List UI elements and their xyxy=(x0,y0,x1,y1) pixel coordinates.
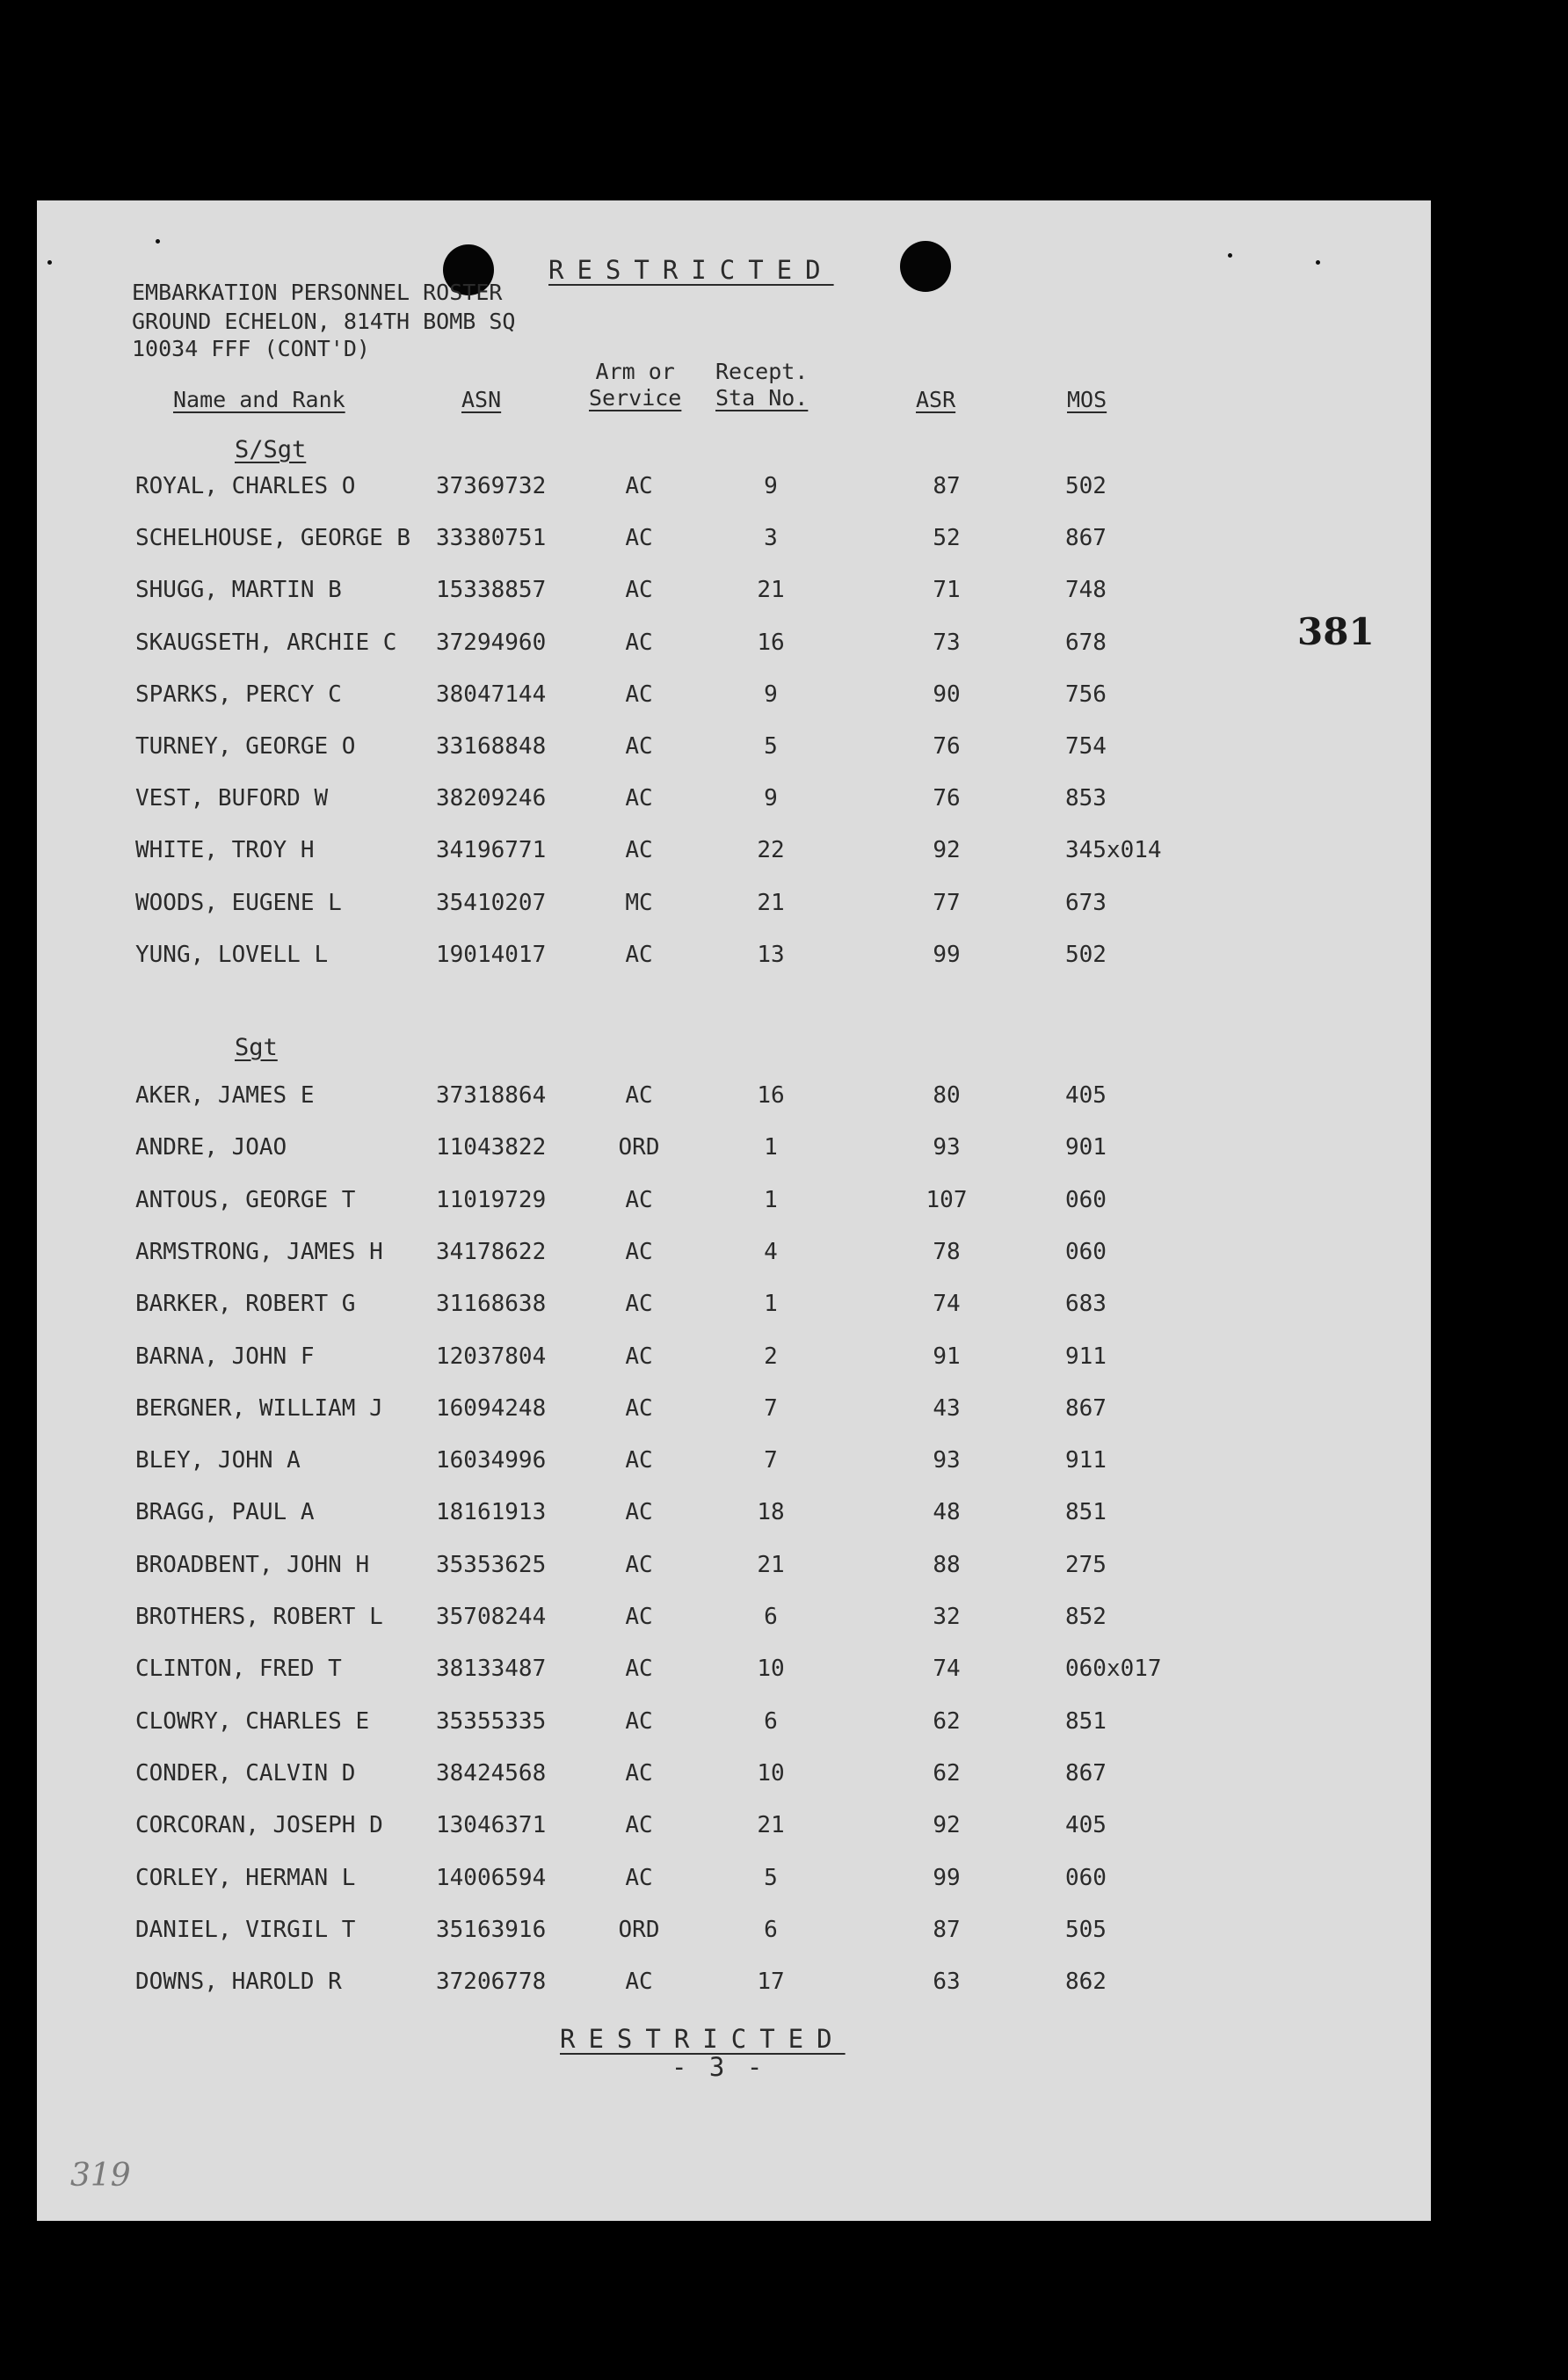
cell-name: DANIEL, VIRGIL T xyxy=(135,1917,356,1943)
cell-sta: 5 xyxy=(764,1865,778,1891)
cell-mos: 345x014 xyxy=(1065,837,1162,863)
cell-sta: 6 xyxy=(764,1708,778,1735)
cell-mos: 405 xyxy=(1065,1812,1107,1838)
cell-mos: 852 xyxy=(1065,1604,1107,1630)
cell-name: WHITE, TROY H xyxy=(135,837,315,863)
cell-mos: 502 xyxy=(1065,473,1107,499)
cell-asn: 38209246 xyxy=(436,785,547,812)
cell-asr: 93 xyxy=(933,1134,961,1161)
table-row xyxy=(37,630,1431,665)
cell-mos: 853 xyxy=(1065,785,1107,812)
col-header-arm xyxy=(589,359,681,411)
table-row xyxy=(37,785,1431,820)
roster-title: EMBARKATION PERSONNEL ROSTER xyxy=(132,280,503,305)
col-header-asr-label: ASR xyxy=(916,387,956,412)
cell-name: CLINTON, FRED T xyxy=(135,1656,342,1682)
cell-arm: AC xyxy=(625,681,653,708)
col-header-asn-label: ASN xyxy=(461,387,502,412)
col-header-sta xyxy=(715,359,808,411)
cell-mos: 683 xyxy=(1065,1291,1107,1317)
section-rank-staff-sergeant: S/Sgt xyxy=(235,436,307,463)
col-header-asn xyxy=(461,387,501,413)
handwritten-note: 319 xyxy=(70,2158,131,2194)
cell-arm: AC xyxy=(625,785,653,812)
table-row xyxy=(37,942,1431,977)
cell-mos: 505 xyxy=(1065,1917,1107,1943)
order-line: 10034 FFF (CONT'D) xyxy=(132,336,370,361)
cell-asn: 11043822 xyxy=(436,1134,547,1161)
cell-name: BARKER, ROBERT G xyxy=(135,1291,356,1317)
cell-arm: ORD xyxy=(618,1134,660,1161)
cell-asr: 99 xyxy=(933,1865,961,1891)
cell-arm: AC xyxy=(625,1656,653,1682)
cell-asr: 77 xyxy=(933,890,961,916)
col-header-sta-bottom: Sta No. xyxy=(715,385,809,411)
cell-asr: 74 xyxy=(933,1656,961,1682)
cell-name: BRAGG, PAUL A xyxy=(135,1499,315,1525)
cell-asr: 62 xyxy=(933,1760,961,1787)
cell-name: ANDRE, JOAO xyxy=(135,1134,287,1161)
cell-asr: 87 xyxy=(933,1917,961,1943)
cell-asn: 35410207 xyxy=(436,890,547,916)
cell-name: SCHELHOUSE, GEORGE B xyxy=(135,525,411,551)
cell-asn: 18161913 xyxy=(436,1499,547,1525)
cell-sta: 10 xyxy=(757,1760,785,1787)
cell-sta: 13 xyxy=(757,942,785,968)
cell-mos: 060 xyxy=(1065,1865,1107,1891)
cell-mos: 060x017 xyxy=(1065,1656,1162,1682)
cell-asn: 15338857 xyxy=(436,577,547,603)
cell-sta: 1 xyxy=(764,1134,778,1161)
table-row xyxy=(37,1239,1431,1274)
cell-asn: 37294960 xyxy=(436,630,547,656)
cell-mos: 867 xyxy=(1065,1395,1107,1422)
cell-asr: 43 xyxy=(933,1395,961,1422)
cell-asn: 38047144 xyxy=(436,681,547,708)
cell-asr: 32 xyxy=(933,1604,961,1630)
cell-asr: 71 xyxy=(933,577,961,603)
cell-mos: 862 xyxy=(1065,1969,1107,1995)
cell-name: BARNA, JOHN F xyxy=(135,1343,315,1370)
cell-arm: AC xyxy=(625,1760,653,1787)
table-row xyxy=(37,837,1431,872)
cell-name: ROYAL, CHARLES O xyxy=(135,473,356,499)
table-row xyxy=(37,577,1431,612)
cell-arm: AC xyxy=(625,1239,653,1265)
cell-arm: AC xyxy=(625,1187,653,1213)
unit-line: GROUND ECHELON, 814TH BOMB SQ xyxy=(132,309,516,334)
cell-mos: 851 xyxy=(1065,1499,1107,1525)
cell-mos: 911 xyxy=(1065,1343,1107,1370)
col-header-arm-top: Arm or xyxy=(595,359,675,384)
cell-arm: AC xyxy=(625,1865,653,1891)
cell-mos: 678 xyxy=(1065,630,1107,656)
cell-sta: 7 xyxy=(764,1447,778,1474)
table-row xyxy=(37,1917,1431,1952)
cell-asn: 38133487 xyxy=(436,1656,547,1682)
table-row xyxy=(37,1343,1431,1379)
cell-arm: AC xyxy=(625,1291,653,1317)
cell-arm: AC xyxy=(625,473,653,499)
cell-asr: 74 xyxy=(933,1291,961,1317)
cell-asn: 35353625 xyxy=(436,1552,547,1578)
cell-arm: AC xyxy=(625,1447,653,1474)
cell-asn: 13046371 xyxy=(436,1812,547,1838)
cell-name: SKAUGSETH, ARCHIE C xyxy=(135,630,397,656)
col-header-arm-bottom: Service xyxy=(589,385,682,411)
cell-name: CORCORAN, JOSEPH D xyxy=(135,1812,383,1838)
cell-asn: 35163916 xyxy=(436,1917,547,1943)
cell-asr: 76 xyxy=(933,785,961,812)
cell-sta: 9 xyxy=(764,473,778,499)
cell-arm: AC xyxy=(625,1708,653,1735)
cell-asn: 31168638 xyxy=(436,1291,547,1317)
cell-sta: 21 xyxy=(757,1552,785,1578)
table-row xyxy=(37,1082,1431,1117)
cell-name: CLOWRY, CHARLES E xyxy=(135,1708,370,1735)
cell-arm: AC xyxy=(625,1343,653,1370)
cell-mos: 756 xyxy=(1065,681,1107,708)
cell-name: ARMSTRONG, JAMES H xyxy=(135,1239,383,1265)
cell-arm: AC xyxy=(625,1395,653,1422)
cell-name: ANTOUS, GEORGE T xyxy=(135,1187,356,1213)
cell-sta: 16 xyxy=(757,1082,785,1109)
cell-asn: 34178622 xyxy=(436,1239,547,1265)
table-row xyxy=(37,1656,1431,1691)
cell-asn: 34196771 xyxy=(436,837,547,863)
punch-hole-right xyxy=(900,241,951,292)
table-row xyxy=(37,1708,1431,1743)
cell-arm: AC xyxy=(625,942,653,968)
cell-sta: 6 xyxy=(764,1604,778,1630)
cell-arm: AC xyxy=(625,1082,653,1109)
cell-arm: AC xyxy=(625,525,653,551)
mark xyxy=(47,260,52,265)
cell-arm: AC xyxy=(625,1499,653,1525)
cell-asr: 73 xyxy=(933,630,961,656)
cell-asn: 37318864 xyxy=(436,1082,547,1109)
cell-asr: 62 xyxy=(933,1708,961,1735)
cell-asr: 99 xyxy=(933,942,961,968)
mark xyxy=(1316,260,1320,265)
cell-name: AKER, JAMES E xyxy=(135,1082,315,1109)
cell-asn: 33168848 xyxy=(436,733,547,760)
table-row xyxy=(37,890,1431,925)
cell-asr: 93 xyxy=(933,1447,961,1474)
cell-mos: 867 xyxy=(1065,525,1107,551)
cell-mos: 911 xyxy=(1065,1447,1107,1474)
cell-sta: 21 xyxy=(757,577,785,603)
cell-arm: AC xyxy=(625,630,653,656)
table-row xyxy=(37,1134,1431,1169)
table-row xyxy=(37,1552,1431,1587)
table-row xyxy=(37,1760,1431,1795)
cell-sta: 18 xyxy=(757,1499,785,1525)
cell-name: BROADBENT, JOHN H xyxy=(135,1552,370,1578)
restricted-header: RESTRICTED xyxy=(548,255,834,285)
cell-name: YUNG, LOVELL L xyxy=(135,942,329,968)
mark xyxy=(1228,253,1232,258)
cell-sta: 10 xyxy=(757,1656,785,1682)
cell-mos: 673 xyxy=(1065,890,1107,916)
cell-name: SPARKS, PERCY C xyxy=(135,681,342,708)
cell-sta: 4 xyxy=(764,1239,778,1265)
table-row xyxy=(37,1969,1431,2004)
cell-name: BLEY, JOHN A xyxy=(135,1447,301,1474)
col-header-mos xyxy=(1067,387,1107,413)
cell-asr: 92 xyxy=(933,1812,961,1838)
page-number: - 3 - xyxy=(671,2052,766,2082)
cell-asn: 11019729 xyxy=(436,1187,547,1213)
cell-name: CORLEY, HERMAN L xyxy=(135,1865,356,1891)
cell-sta: 3 xyxy=(764,525,778,551)
document-page xyxy=(37,200,1431,2221)
cell-asn: 16034996 xyxy=(436,1447,547,1474)
cell-asn: 37206778 xyxy=(436,1969,547,1995)
table-row xyxy=(37,1395,1431,1430)
cell-name: BROTHERS, ROBERT L xyxy=(135,1604,383,1630)
cell-mos: 851 xyxy=(1065,1708,1107,1735)
cell-sta: 1 xyxy=(764,1187,778,1213)
cell-name: TURNEY, GEORGE O xyxy=(135,733,356,760)
cell-asr: 88 xyxy=(933,1552,961,1578)
cell-asn: 35708244 xyxy=(436,1604,547,1630)
mark xyxy=(156,239,160,244)
cell-asr: 92 xyxy=(933,837,961,863)
col-header-name xyxy=(173,387,345,413)
cell-mos: 275 xyxy=(1065,1552,1107,1578)
cell-name: SHUGG, MARTIN B xyxy=(135,577,342,603)
cell-mos: 754 xyxy=(1065,733,1107,760)
cell-arm: AC xyxy=(625,1552,653,1578)
table-row xyxy=(37,1499,1431,1534)
cell-arm: MC xyxy=(625,890,653,916)
stamped-number: 381 xyxy=(1297,610,1375,653)
cell-sta: 6 xyxy=(764,1917,778,1943)
cell-mos: 901 xyxy=(1065,1134,1107,1161)
cell-sta: 21 xyxy=(757,1812,785,1838)
cell-arm: AC xyxy=(625,1604,653,1630)
cell-asn: 35355335 xyxy=(436,1708,547,1735)
cell-asn: 38424568 xyxy=(436,1760,547,1787)
cell-asn: 19014017 xyxy=(436,942,547,968)
cell-asr: 107 xyxy=(926,1187,968,1213)
cell-arm: AC xyxy=(625,1969,653,1995)
cell-asr: 91 xyxy=(933,1343,961,1370)
table-row xyxy=(37,1604,1431,1639)
table-row xyxy=(37,1812,1431,1847)
cell-sta: 9 xyxy=(764,785,778,812)
table-row xyxy=(37,1447,1431,1482)
col-header-mos-label: MOS xyxy=(1067,387,1107,412)
table-row xyxy=(37,733,1431,768)
cell-name: DOWNS, HAROLD R xyxy=(135,1969,342,1995)
cell-mos: 502 xyxy=(1065,942,1107,968)
cell-mos: 748 xyxy=(1065,577,1107,603)
cell-mos: 867 xyxy=(1065,1760,1107,1787)
cell-asr: 52 xyxy=(933,525,961,551)
cell-asr: 63 xyxy=(933,1969,961,1995)
table-row xyxy=(37,681,1431,717)
cell-mos: 060 xyxy=(1065,1187,1107,1213)
cell-asr: 90 xyxy=(933,681,961,708)
cell-sta: 9 xyxy=(764,681,778,708)
cell-sta: 7 xyxy=(764,1395,778,1422)
cell-name: WOODS, EUGENE L xyxy=(135,890,342,916)
cell-asn: 12037804 xyxy=(436,1343,547,1370)
cell-sta: 5 xyxy=(764,733,778,760)
cell-asn: 16094248 xyxy=(436,1395,547,1422)
cell-sta: 2 xyxy=(764,1343,778,1370)
cell-asr: 78 xyxy=(933,1239,961,1265)
col-header-asr xyxy=(916,387,955,413)
cell-sta: 1 xyxy=(764,1291,778,1317)
cell-arm: AC xyxy=(625,837,653,863)
cell-arm: AC xyxy=(625,1812,653,1838)
cell-mos: 405 xyxy=(1065,1082,1107,1109)
cell-name: VEST, BUFORD W xyxy=(135,785,329,812)
table-row xyxy=(37,1291,1431,1326)
cell-arm: AC xyxy=(625,733,653,760)
cell-sta: 16 xyxy=(757,630,785,656)
cell-name: BERGNER, WILLIAM J xyxy=(135,1395,383,1422)
cell-arm: ORD xyxy=(618,1917,660,1943)
cell-sta: 17 xyxy=(757,1969,785,1995)
table-row xyxy=(37,1187,1431,1222)
cell-asr: 48 xyxy=(933,1499,961,1525)
table-row xyxy=(37,525,1431,560)
cell-asr: 87 xyxy=(933,473,961,499)
cell-name: CONDER, CALVIN D xyxy=(135,1760,356,1787)
restricted-footer: RESTRICTED xyxy=(560,2024,846,2054)
cell-mos: 060 xyxy=(1065,1239,1107,1265)
cell-sta: 21 xyxy=(757,890,785,916)
cell-arm: AC xyxy=(625,577,653,603)
section-rank-sergeant: Sgt xyxy=(235,1034,278,1061)
table-row xyxy=(37,473,1431,508)
cell-asr: 80 xyxy=(933,1082,961,1109)
col-header-name-label: Name and Rank xyxy=(173,387,345,412)
table-row xyxy=(37,1865,1431,1900)
cell-asr: 76 xyxy=(933,733,961,760)
col-header-sta-top: Recept. xyxy=(715,359,809,384)
cell-asn: 14006594 xyxy=(436,1865,547,1891)
cell-asn: 33380751 xyxy=(436,525,547,551)
cell-sta: 22 xyxy=(757,837,785,863)
cell-asn: 37369732 xyxy=(436,473,547,499)
